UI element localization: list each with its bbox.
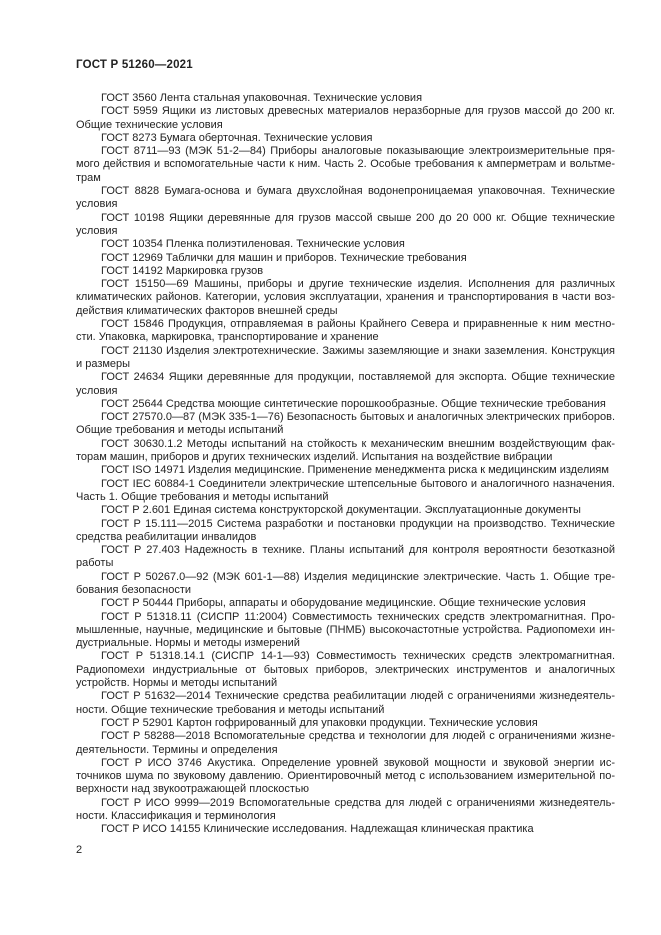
reference-item: ГОСТ Р 51632—2014 Технические средства реабилитации людей с ограничениями жизнедеятельности. Общие технические требования и методы испытаний	[76, 690, 615, 716]
reference-item: ГОСТ 24634 Ящики деревянные для продукции, поставляемой для экспорта. Общие технические условия	[76, 371, 615, 397]
reference-item: ГОСТ Р 2.601 Единая система конструкторской документации. Эксплуатационные документы	[101, 504, 581, 517]
reference-item: ГОСТ 30630.1.2 Методы испытаний на стойкость к механическим внешним воздействующим факторам машин, приборов и других технических изделий. Испытания на воздействие вибрации	[76, 437, 615, 464]
normative-references-list	[76, 92, 615, 837]
reference-item: ГОСТ Р ИСО 3746 Акустика. Определение уровней звуковой мощности и звуковой энергии источников шума по звуковому давлению. Ориентировочный метод с использованием измерительной поверхности над звукоотражающей плоскостью	[76, 756, 615, 796]
reference-item: ГОСТ 14192 Маркировка грузов	[101, 264, 264, 277]
reference-item: ГОСТ Р 50267.0—92 (МЭК 601-1—88) Изделия медицинские электрические. Часть 1. Общие требования безопасности	[76, 570, 615, 596]
reference-item: ГОСТ 8711—93 (МЭК 51-2—84) Приборы аналоговые показывающие электроизмерительные прямого действия и вспомогательные части к ним. Часть 2. Особые требования к амперметрам и вольтметрам	[76, 145, 615, 184]
reference-item: ГОСТ ISO 14971 Изделия медицинские. Применение менеджмента риска к медицинским изделиям	[101, 464, 609, 477]
reference-item: ГОСТ Р 51318.11 (СИСПР 11:2004) Совместимость технических средств электромагнитная. Промышленные, научные, медицинские и бытовые (ПНМБ) высокочастотные устройства. Радиопомехи индустриальные. Нормы и методы измерений	[76, 610, 615, 650]
reference-item: ГОСТ 21130 Изделия электротехнические. Зажимы заземляющие и знаки заземления. Конструкция и размеры	[76, 344, 615, 370]
reference-item: ГОСТ 3560 Лента стальная упаковочная. Технические условия	[101, 92, 423, 104]
reference-item: ГОСТ Р 58288—2018 Вспомогательные средства и технологии для людей с ограничениями жизнедеятельности. Термины и определения	[76, 730, 615, 756]
reference-item: ГОСТ 8828 Бумага-основа и бумага двухслойная водонепроницаемая упаковочная. Технические условия	[76, 185, 615, 211]
reference-item: ГОСТ 5959 Ящики из листовых древесных материалов неразборные для грузов массой до 200 кг. Общие технические условия	[76, 105, 615, 131]
reference-item: ГОСТ Р 27.403 Надежность в технике. Планы испытаний для контроля вероятности безотказной работы	[76, 544, 615, 570]
reference-item: ГОСТ Р 52901 Картон гофрированный для упаковки продукции. Технические условия	[101, 716, 538, 729]
reference-item: ГОСТ IEC 60884-1 Соединители электрические штепсельные бытового и аналогичного назначения. Часть 1. Общие требования и методы испытаний	[76, 477, 615, 503]
reference-item: ГОСТ 10198 Ящики деревянные для грузов массой свыше 200 до 20 000 кг. Общие технические условия	[76, 211, 615, 237]
reference-item: ГОСТ Р 50444 Приборы, аппараты и оборудование медицинские. Общие технические условия	[101, 597, 586, 610]
reference-item: ГОСТ 10354 Пленка полиэтиленовая. Технические условия	[101, 238, 405, 251]
reference-item: ГОСТ Р 15.111—2015 Система разработки и постановки продукции на производство. Технические средства реабилитации инвалидов	[76, 517, 615, 543]
reference-item: ГОСТ 12969 Таблички для машин и приборов. Технические требования	[101, 251, 467, 264]
reference-item: ГОСТ Р ИСО 9999—2019 Вспомогательные средства для людей с ограничениями жизнедеятельности. Классификация и терминология	[76, 796, 615, 823]
reference-item: ГОСТ 8273 Бумага оберточная. Технические условия	[101, 131, 373, 144]
reference-item: ГОСТ Р ИСО 14155 Клинические исследования. Надлежащая клиническая практика	[101, 823, 534, 836]
reference-item: ГОСТ 15150—69 Машины, приборы и другие технические изделия. Исполнения для различных климатических районов. Категории, условия эксплуатации, хранения и транспортирования в части воздействия климатических факторов внешней среды	[76, 278, 615, 317]
document-designation-header: ГОСТ Р 51260—2021	[76, 59, 193, 71]
reference-item: ГОСТ 27570.0—87 (МЭК 335-1—76) Безопасность бытовых и аналогичных электрических приборов. Общие требования и методы испытаний	[76, 411, 615, 437]
reference-item: ГОСТ 25644 Средства моющие синтетические порошкообразные. Общие технические требования	[101, 397, 606, 410]
page-number: 2	[76, 844, 83, 856]
reference-item: ГОСТ Р 51318.14.1 (СИСПР 14-1—93) Совместимость технических средств электромагнитная. Радиопомехи индустриальные от бытовых приборов, электрических инструментов и аналогичных устройств. Нормы и методы испытаний	[76, 650, 615, 690]
reference-item: ГОСТ 15846 Продукция, отправляемая в районы Крайнего Севера и приравненные к ним местности. Упаковка, маркировка, транспортирование и хранение	[76, 318, 615, 344]
